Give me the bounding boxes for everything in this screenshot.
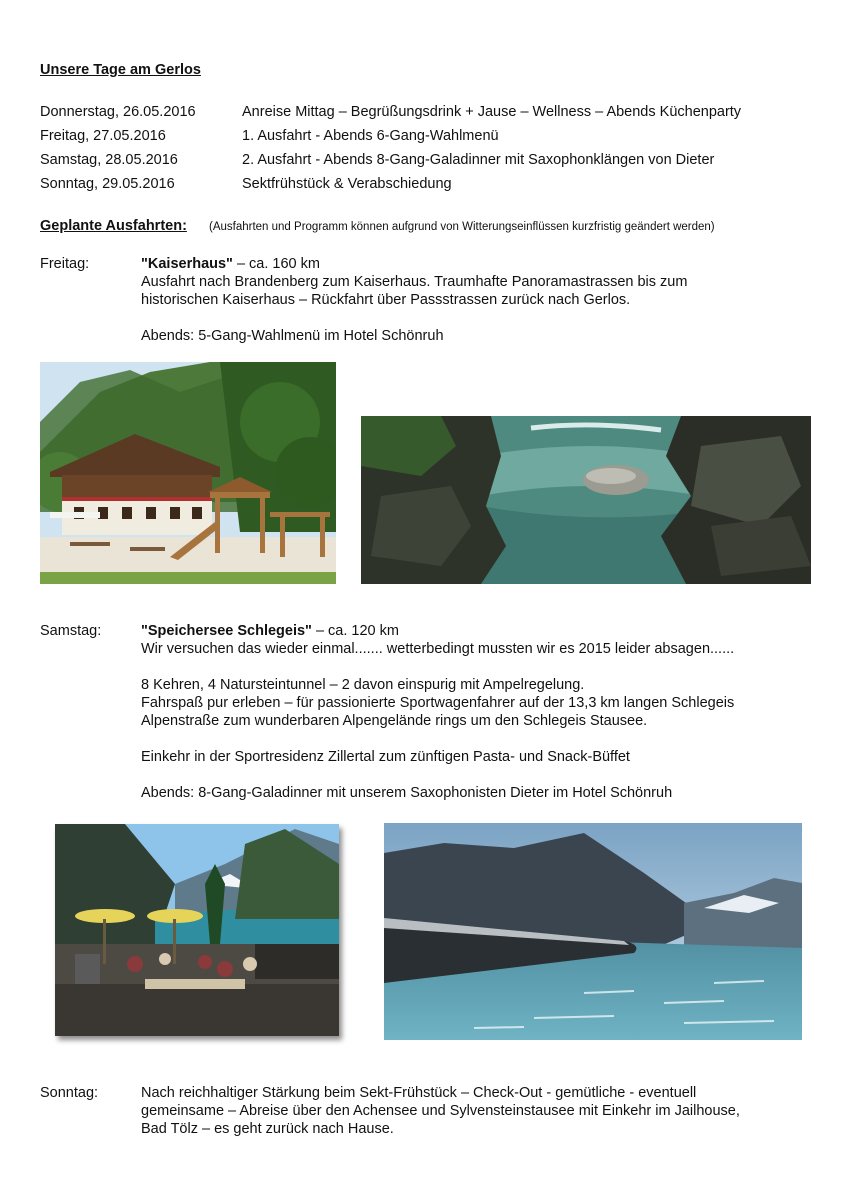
- saturday-evening: Abends: 8-Gang-Galadinner mit unserem Saxophonisten Dieter im Hotel Schönruh: [141, 785, 673, 801]
- schedule-activity: Sektfrühstück & Verabschiedung: [242, 176, 452, 192]
- sunday-line-2: gemeinsame – Abreise über den Achensee und Sylvensteinstausee mit Einkehr im Jailhouse,: [141, 1103, 740, 1119]
- saturday-line-3: Fahrspaß pur erleben – für passionierte Sportwagenfahrer auf der 13,3 km langen Schlegeis: [141, 695, 735, 711]
- sunday-line-1: Nach reichhaltiger Stärkung beim Sekt-Frühstück – Check-Out - gemütliche - eventuell: [141, 1085, 697, 1101]
- schedule-activity: 1. Ausfahrt - Abends 6-Gang-Wahlmenü: [242, 128, 499, 144]
- schedule-activity: Anreise Mittag – Begrüßungsdrink + Jause – Wellness – Abends Küchenparty: [242, 104, 742, 120]
- saturday-line-1: Wir versuchen das wieder einmal....... wetterbedingt mussten wir es 2015 leider absagen......: [141, 641, 735, 657]
- sunday-day-label: Sonntag:: [40, 1085, 99, 1101]
- schedule-date: Freitag, 27.05.2016: [40, 128, 166, 144]
- friday-tour-name: "Kaiserhaus": [141, 256, 233, 272]
- friday-distance: – ca. 160 km: [232, 256, 320, 272]
- saturday-line-5: Einkehr in der Sportresidenz Zillertal zum zünftigen Pasta- und Snack-Büffet: [141, 749, 630, 765]
- saturday-line-4: Alpenstraße zum wunderbaren Alpengelände rings um den Schlegeis Stausee.: [141, 713, 648, 729]
- gorge-river-photo: [361, 416, 811, 584]
- saturday-description: [141, 622, 806, 802]
- friday-line-2: historischen Kaiserhaus – Rückfahrt über Passstrassen zurück nach Gerlos.: [141, 292, 631, 308]
- schlegeis-dam-photo: [384, 823, 802, 1040]
- lake-terrace-photo: [55, 824, 339, 1036]
- friday-day-label: Freitag:: [40, 256, 90, 272]
- saturday-distance: – ca. 120 km: [311, 623, 399, 639]
- schedule-date: Donnerstag, 26.05.2016: [40, 104, 196, 120]
- planned-note: (Ausfahrten und Programm können aufgrund von Witterungseinflüssen kurzfristig geändert werden): [209, 221, 715, 233]
- friday-line-1: Ausfahrt nach Brandenberg zum Kaiserhaus. Traumhafte Panoramastrassen bis zum: [141, 274, 688, 290]
- schedule-date: Sonntag, 29.05.2016: [40, 176, 175, 192]
- saturday-day-label: Samstag:: [40, 623, 102, 639]
- schedule-date: Samstag, 28.05.2016: [40, 152, 178, 168]
- saturday-line-2: 8 Kehren, 4 Natursteintunnel – 2 davon einspurig mit Ampelregelung.: [141, 677, 585, 693]
- saturday-tour-name: "Speichersee Schlegeis": [141, 623, 312, 639]
- sunday-line-3: Bad Tölz – es geht zurück nach Hause.: [141, 1121, 394, 1137]
- planned-heading: Geplante Ausfahrten:: [40, 218, 187, 234]
- friday-evening: Abends: 5-Gang-Wahlmenü im Hotel Schönruh: [141, 328, 444, 344]
- kaiserhaus-photo: [40, 362, 336, 584]
- schedule-activity: 2. Ausfahrt - Abends 8-Gang-Galadinner mit Saxophonklängen von Dieter: [242, 152, 715, 168]
- friday-description: [141, 255, 806, 345]
- sunday-description: [141, 1084, 806, 1138]
- page-title: Unsere Tage am Gerlos: [40, 62, 201, 78]
